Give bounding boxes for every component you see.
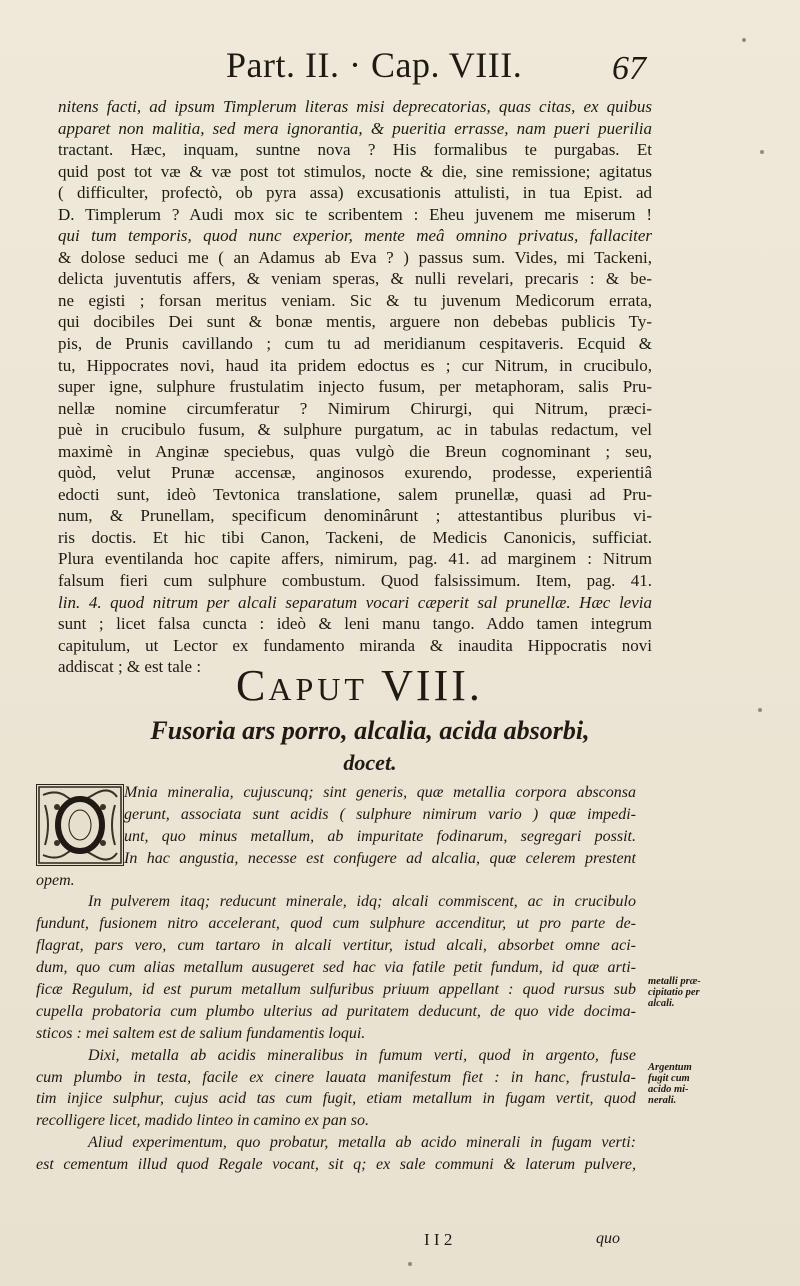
text-line: fundunt, fusionem nitro accelerant, quod cum sulphure accenditur, ut pro parte de-: [36, 915, 636, 933]
paper-speck: [742, 38, 746, 42]
catchword: quo: [596, 1230, 620, 1247]
text-line: qui tum temporis, quod nunc experior, mente meâ omnino privatus, fallaciter: [58, 226, 652, 246]
text-line: sunt ; licet falsa cuncta : ideò & leni manu tango. Addo tamen integrum: [58, 614, 652, 634]
text-line: ris doctis. Et hic tibi Canon, Tackeni, de Medicis Canonicis, sufficiat.: [58, 527, 652, 547]
text-line: qui docibiles Dei sunt & bonæ mentis, arguere non debebas publicis Ty-: [58, 312, 652, 332]
marginal-line: fugit cum: [648, 1073, 690, 1084]
text-line: super igne, sulphure frustulatim injecto fusum, per metaphoram, salis Pru-: [58, 377, 652, 397]
text-line: recolligere licet, madido linteo in camino ex pan so.: [36, 1112, 369, 1130]
text-line: delicta juventutis affers, & veniam speras, & nulli revelari, precaris : & be-: [58, 269, 652, 289]
text-line: tu, Hippocrates novi, haud ita pridem edoctus es ; cur Nitrum, in crucibulo,: [58, 355, 652, 375]
marginal-line: Argentum: [648, 1062, 692, 1073]
paper-speck: [760, 150, 764, 154]
text-line: Dixi, metalla ab acidis mineralibus in fumum verti, quod in argento, fuse: [88, 1046, 636, 1064]
paper-speck: [408, 1262, 412, 1266]
text-line: puè in crucibulo fusum, & sulphure purgatum, ac in tabulas redactum, vel: [58, 420, 652, 440]
text-line: Mnia mineralia, cujuscunq; sint generis, quæ metallia corpora absconsa: [124, 784, 636, 801]
text-line: dum, quo cum alias metallum ausugeret sed hac via fatile petit fundum, id quæ arti-: [36, 959, 636, 977]
marginal-line: cipitatio per: [648, 987, 700, 998]
text-line: In pulverem itaq; reducunt minerale, idq; alcali commiscent, ac in crucibulo: [88, 893, 636, 911]
marginal-line: acido mi-: [648, 1084, 689, 1095]
page-number: 67: [612, 50, 646, 87]
text-line: gerunt, associata sunt acidis ( sulphure nimirum vario ) quæ impedi-: [124, 805, 636, 823]
page-header: [0, 44, 800, 94]
marginal-note-precipitation: [648, 976, 738, 1009]
text-line: & dolose seduci me ( an Adamus ab Eva ? ) passus sum. Vides, mi Tackeni,: [58, 247, 652, 267]
marginal-note-silver: [648, 1062, 738, 1106]
running-head: Part. II. · Cap. VIII.: [226, 45, 523, 85]
chapter-subtitle: Fusoria ars porro, alcalia, acida absorbi,: [150, 716, 590, 745]
marginal-line: metalli præ-: [648, 976, 701, 987]
text-line: quòd, velut Prunæ accensæ, anginosos exurendo, prodesse, experientiâ: [58, 463, 652, 483]
paper-speck: [758, 708, 762, 712]
text-line: addiscat ; & est tale :: [58, 657, 202, 677]
signature-mark: I I 2: [424, 1230, 453, 1249]
text-line: tractant. Hæc, inquam, suntne nova ? His formalibus te purgabas. Et: [58, 140, 652, 160]
text-line: num, & Prunellam, specificum denominârunt ; attestantibus pluribus vi-: [58, 506, 652, 526]
marginal-line: alcali.: [648, 998, 675, 1009]
text-line: pis, de Prunis cavillando ; cum tu ad meridianum cespitaveris. Ecquid &: [58, 334, 652, 354]
chapter-heading: [236, 660, 556, 711]
marginal-line: nerali.: [648, 1095, 677, 1106]
text-line: Plura eventilanda hoc capite affers, nimirum, pag. 41. ad marginem : Nitrum: [58, 549, 652, 569]
chapter-heading-initial: C: [236, 661, 269, 710]
text-line: ficæ Regulum, id est purum metallum sulfuribus priuum appellant : quod rursus sub: [36, 981, 636, 999]
text-line: D. Timplerum ? Audi mox sic te scribentem : Eheu juvenem me miserum !: [58, 204, 652, 224]
continuation-text: [58, 96, 652, 678]
text-line: sticos : mei saltem est de salium fundamentis loqui.: [36, 1024, 366, 1042]
text-line: apparet non malitia, sed mera ignorantia, & pueritia errasse, nam pueri puerilia: [58, 118, 652, 138]
text-line: Aliud experimentum, quo probatur, metalla ab acido minerali in fugam verti:: [88, 1134, 636, 1152]
text-line: ( difficulter, profectò, ob pyra assa) excusationis attulisti, in tua Epist. ad: [58, 183, 652, 203]
text-line: cum plumbo in testa, facile ex cinere lauata manifestum fiet : in hanc, frustula-: [36, 1068, 636, 1086]
text-line: ne egisti ; forsan meritus veniam. Sic & tu juvenum Medicorum errata,: [58, 290, 652, 310]
text-line: capitulum, ut Lector ex fundamento miranda & inaudita Hippocratis novi: [58, 635, 652, 655]
text-line: lin. 4. quod nitrum per alcali separatum vocari cæperit sal prunellæ. Hæc levia: [58, 592, 652, 612]
text-line: edocti sunt, ideò Tevtonica translatione, salem prunellæ, quasi ad Pru-: [58, 484, 652, 504]
text-line: maximè in Anginæ speciebus, quas vulgò die Breun cognominant ; seu,: [58, 441, 652, 461]
text-line: unt, quo minus metallum, ab impuritate fodinarum, segregari possit.: [124, 827, 636, 845]
text-line: opem.: [36, 871, 75, 889]
text-line: falsum fieri cum sulphure combustum. Quod falsissimum. Item, pag. 41.: [58, 571, 652, 591]
chapter-subtitle-continued: docet.: [343, 750, 397, 775]
chapter-heading-smallcaps: APUT: [268, 671, 368, 707]
chapter-body: [36, 782, 636, 1176]
text-line: quid post tot væ & væ post tot stimulos, nocte & die, sine remissione; agitatus: [58, 161, 652, 181]
text-line: nitens facti, ad ipsum Timplerum literas misi deprecatorias, quas citas, ex quibus: [58, 97, 652, 116]
text-line: In hac angustia, necesse est confugere ad alcalia, quæ celerem prestent: [124, 849, 636, 867]
text-line: cupella probatoria cum plumbo ulterius ad puritatem deducunt, de quo vide docima-: [36, 1002, 636, 1020]
text-line: flagrat, pars vero, cum tartaro in alcali vertitur, istud alcali, absorbet omne aci-: [36, 937, 636, 955]
text-line: tim injice sulphur, cujus acid tas cum fugit, etiam metallum in fugam vertit, quod: [36, 1090, 636, 1108]
text-line: nellæ nomine circumferatur ? Nimirum Chirurgi, qui Nitrum, præci-: [58, 398, 652, 418]
text-line: est cementum illud quod Regale vocant, sit q; ex sale communi & laterum pulvere,: [36, 1156, 636, 1174]
chapter-heading-number: VIII.: [381, 661, 483, 710]
